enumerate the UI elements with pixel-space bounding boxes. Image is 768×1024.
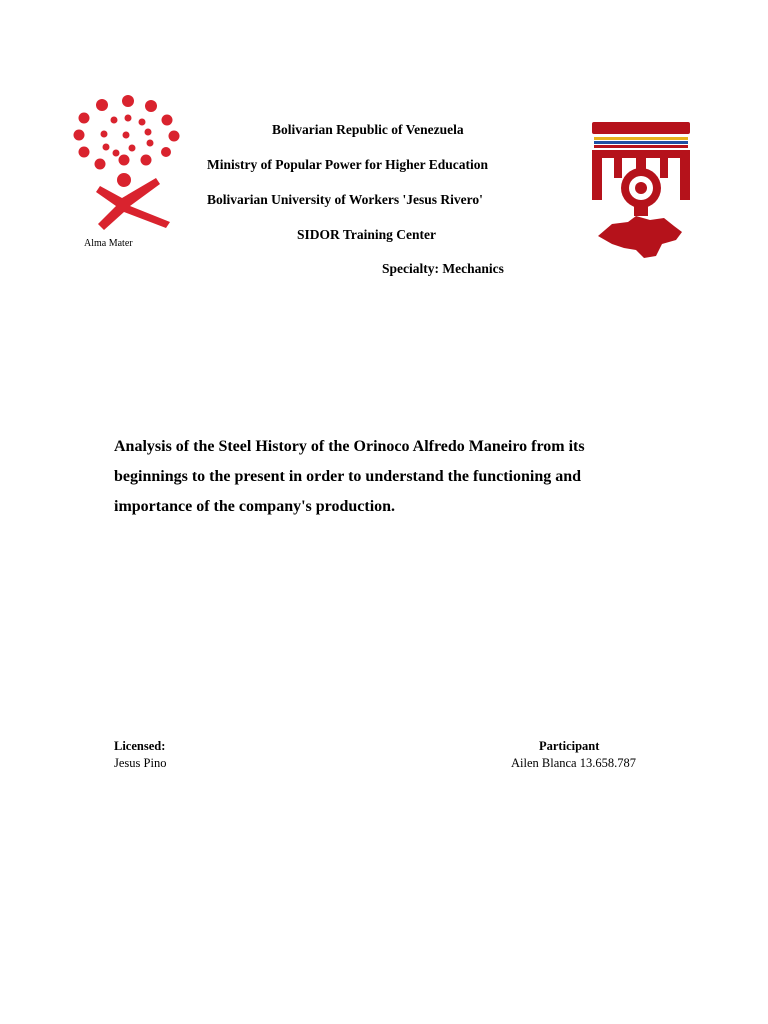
mision-alma-mater-logo bbox=[72, 94, 182, 250]
sidor-icon bbox=[590, 120, 692, 260]
header-republic: Bolivarian Republic of Venezuela bbox=[272, 122, 464, 137]
header-specialty: Specialty: Mechanics bbox=[382, 261, 504, 276]
header-training-center: SIDOR Training Center bbox=[297, 227, 437, 242]
mision-alma-mater-icon bbox=[72, 94, 182, 250]
header-ministry: Ministry of Popular Power for Higher Education bbox=[207, 157, 488, 172]
licensed-label: Licensed: bbox=[114, 739, 166, 753]
document-title: Analysis of the Steel History of the Orinoco Alfredo Maneiro from its beginnings to the present in order to understand the functioning and importance of the company's production. bbox=[114, 438, 585, 515]
sidor-logo bbox=[590, 120, 692, 260]
header-university: Bolivarian University of Workers 'Jesus Rivero' bbox=[207, 192, 483, 207]
alma-mater-caption: Alma Mater bbox=[84, 238, 133, 249]
licensed-name: Jesus Pino bbox=[114, 756, 167, 770]
participant-label: Participant bbox=[539, 739, 600, 753]
participant-name: Ailen Blanca 13.658.787 bbox=[511, 756, 636, 770]
